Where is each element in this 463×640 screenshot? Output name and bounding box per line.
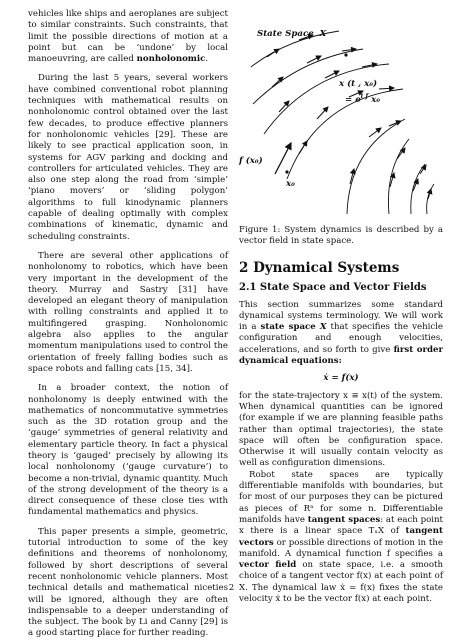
paragraph-overview: This paper presents a simple, geometric, tutorial introduction to some of the key definitions and theorems of nonholonomy, followed by short descriptions of several recent nonholonomic vehicle planners. Most technical details and mathematical niceties will be ignored, although they are often indispensable to a deeper understanding of the subject. The book by Li and Canny [29] is a good starting place for further reading. (28, 526, 228, 639)
flow-line-8 (427, 184, 434, 214)
flow-equation-label: = $e^{t f}$ x₀ (345, 93, 381, 105)
point-x0 (285, 170, 288, 173)
flow-line-5 (347, 119, 405, 214)
paragraph-context: In a broader context, the notion of nonholonomy is deeply entwined with the mathematics of noncommutative symmetries such as the 3D rotation group and the ‘gauge’ symmetries of general relativity and elementary particle theory. In fact a physical theory is ‘gauged’ precisely by allowing its local nonholonomy (‘gauge curvature’) to become a non-trivial, dynamic quantity. Much of the strong development of the theory is a direct consequence of these close ties with fundamental mathematics and physics. (28, 383, 228, 518)
arrow (307, 56, 321, 63)
paragraph-trajectory: for the state-trajectory x ≡ x(t) of the system. When dynamical quantities can be ignored (for example if we are planning feasible paths rather than optimal trajectories), the state space will often be configuration space. Otherwise it will usually contain velocity as well as configuration dimensions. (239, 390, 443, 469)
arrow (267, 49, 279, 57)
vector-f-x0-label: f (x₀) (239, 156, 263, 166)
paragraph-applications: There are several other applications of nonholonomy to robotics, which have been very important in the development of the theory. Murray and Sastry [31] have developed an elegant theory of manipulation with rolling constraints and applied it to multifingered grasping. Nonholonomic algebra also applies to the angular momentum manipulations used to control the orientation of freely falling bodies such as space robots and falling cats [15, 34]. (28, 250, 228, 374)
flow-label: x (t , x₀) (339, 79, 378, 89)
arrow (379, 88, 394, 89)
left-column (28, 9, 228, 640)
vector-f-x0-arrow (275, 143, 291, 174)
arrow (317, 107, 328, 119)
point-xt (344, 53, 347, 56)
arrow (299, 141, 307, 154)
paragraph-state-space: This section summarizes some standard dynamical systems terminology. We will work in a state space X that specifies the vehicle configuration and enough velocities, accelerations, and so forth to give first order dynamical equations: (239, 299, 444, 367)
section-heading: 2 Dynamical Systems (239, 259, 400, 276)
arrow (325, 71, 339, 78)
flow-line-7 (411, 164, 425, 214)
origin-x0-label: x₀ (286, 179, 295, 189)
arrow (369, 128, 381, 137)
state-space-label: State Space X (257, 29, 327, 39)
flow-lines (251, 31, 434, 214)
figure-caption: Figure 1: System dynamics is described by a vector field in state space. (239, 225, 443, 247)
tangent-arrows (267, 35, 431, 199)
dynamics-equation: ẋ = f(x) (323, 373, 359, 384)
paragraph-intro-end: vehicles like ships and aeroplanes are subject to similar constraints. Such constraints, that limit the possible directions of motion at a point but can be ‘undone’ by local manoeuvring, are called nonholonomic. (28, 9, 228, 65)
figure-vector-field (239, 9, 443, 221)
flow-line-6 (388, 139, 409, 214)
page-number: 2 (228, 583, 235, 593)
arrow (397, 148, 405, 159)
vector-field-diagram (239, 9, 443, 221)
right-column (239, 9, 443, 605)
term-nonholonomic: nonholonomic (136, 54, 206, 65)
paragraph-manifolds: Robot state spaces are typically differentiable manifolds with boundaries, but for most of our purposes they can be pictured as pieces of Rⁿ for some n. Differentiable manifolds have tangent spaces: at each point x there is a linear space TₓX of tangent vectors or possible directions of motion in the manifold. A dynamical function f specifies a vector field on state space, i.e. a smooth choice of a tangent vector f(x) at each point of X. The dynamical law ẋ = f(x) fixes the state velocity ẋ to be the vector f(x) at each point. (239, 469, 444, 605)
arrow (272, 77, 283, 87)
paragraph-planning: During the last 5 years, several workers have combined conventional robot planning techniques with mathematical results on nonholonomic control obtained over the last few decades, to produce effective planners for nonholonomic vehicles [29]. These are likely to see practical application soon, in systems for AGV parking and docking and controllers for articulated vehicles. They are also one step along the road from ‘simple’ ‘piano movers’ or ‘sliding polygon’ algorithms to full kinodynamic planners capable of dealing optimally with complex combinations of kinematic, dynamic and scheduling constraints. (28, 73, 228, 242)
subsection-heading: 2.1 State Space and Vector Fields (239, 281, 427, 293)
